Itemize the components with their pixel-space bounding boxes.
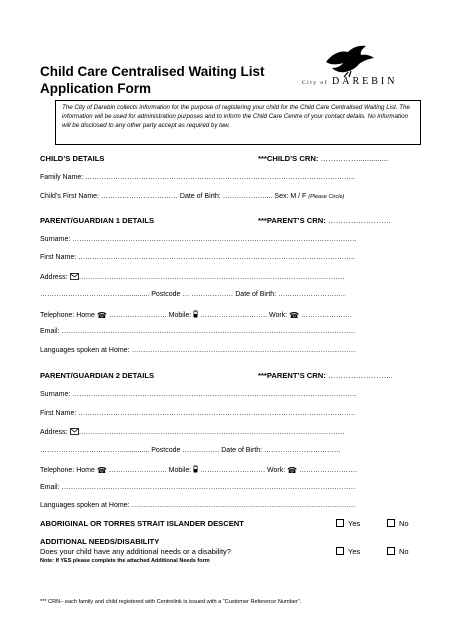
parent2-mobile-dots: ………………………. Work:	[200, 467, 286, 474]
needs-no-option[interactable]	[387, 547, 409, 556]
parent1-mobile-dots: ……………………….. Work:	[200, 312, 288, 319]
parent1-address-field[interactable]	[40, 273, 345, 282]
parent2-heading: PARENT/GUARDIAN 2 DETAILS	[40, 371, 155, 380]
parent2-crn-dots: ……………………..	[327, 371, 393, 380]
sex-note: (Please Circle)	[308, 194, 345, 200]
needs-yes-checkbox[interactable]	[336, 547, 344, 555]
parent1-heading: PARENT/GUARDIAN 1 DETAILS	[40, 216, 155, 225]
child-details-heading: CHILD’S DETAILS	[40, 154, 105, 163]
parent2-email-field[interactable]: Email: ………………………………………………………………………………………………………………	[40, 484, 356, 491]
parent2-languages-field[interactable]: Languages spoken at Home: ……………………………………………………………………………………	[40, 502, 356, 509]
darebin-logo	[300, 44, 430, 96]
parent2-crn-field[interactable]	[258, 371, 393, 380]
child-crn-label: ***CHILD’S CRN:	[258, 154, 319, 163]
parent2-surname-field[interactable]: Surname: …………………………………………………………………………………………………………..	[40, 391, 357, 398]
parent2-telephone-field[interactable]	[40, 465, 357, 475]
logo-name-text: DAREBIN	[332, 76, 398, 87]
parent1-tel-label: Telephone: Home	[40, 312, 95, 319]
atsi-no-label: No	[399, 519, 409, 528]
parent1-crn-dots: …………………….	[327, 216, 391, 225]
telephone-icon: ☎	[96, 311, 107, 320]
parent1-postcode-dob-field[interactable]: ………………………………............. Postcode … ……………… Date of Birth: ………………………..	[40, 291, 345, 298]
logo-city-text: City of	[302, 80, 328, 86]
parent1-address-label: Address:	[40, 274, 68, 281]
needs-yes-option[interactable]	[336, 547, 360, 556]
parent2-tel-dots: ……………………. Mobile:	[108, 467, 192, 474]
parent2-tel-label: Telephone: Home	[40, 467, 95, 474]
parent1-work-dots: ………………….	[300, 312, 352, 319]
parent2-address-dots: ……………………………………………………………………………………………………	[78, 429, 345, 436]
needs-no-checkbox[interactable]	[387, 547, 395, 555]
form-title-line1: Child Care Centralised Waiting List	[40, 64, 265, 79]
work-telephone-icon: ☎	[289, 311, 300, 320]
crn-footnote: *** CRN– each family and child registered with Centrelink is issued with a “Customer Reference Number”.	[40, 599, 302, 605]
needs-note: Note: If YES please complete the attached Additional Needs form	[40, 558, 210, 564]
atsi-no-option[interactable]	[387, 519, 409, 528]
parent1-address-dots: ……………………………………………………………………………………………………	[78, 274, 345, 281]
atsi-yes-label: Yes	[348, 519, 361, 528]
parent1-telephone-field[interactable]	[40, 310, 352, 320]
form-title-line2: Application Form	[40, 81, 151, 96]
needs-yes-label: Yes	[348, 547, 361, 556]
mobile-phone-icon	[193, 465, 198, 475]
atsi-heading: ABORIGINAL OR TORRES STRAIT ISLANDER DESCENT	[40, 519, 244, 528]
needs-question: Does your child have any additional needs or a disability?	[40, 547, 231, 556]
atsi-yes-checkbox[interactable]	[336, 519, 344, 527]
atsi-no-checkbox[interactable]	[387, 519, 395, 527]
parent2-address-field[interactable]	[40, 428, 345, 437]
parent1-email-field[interactable]: Email: ………………………………………………………………………………………………………………	[40, 328, 356, 335]
child-crn-field[interactable]	[258, 154, 388, 163]
mobile-phone-icon	[193, 310, 198, 320]
parent1-crn-label: ***PARENT’S CRN:	[258, 216, 326, 225]
child-crn-dots: ……………..............	[320, 154, 388, 163]
parent1-crn-field[interactable]	[258, 216, 391, 225]
work-telephone-icon: ☎	[287, 466, 298, 475]
parent2-address-label: Address:	[40, 429, 68, 436]
parent1-tel-dots: ……………………. Mobile:	[108, 312, 192, 319]
child-first-name-field[interactable]	[40, 193, 344, 200]
parent2-crn-label: ***PARENT’S CRN:	[258, 371, 326, 380]
telephone-icon: ☎	[96, 466, 107, 475]
family-name-field[interactable]: Family Name: ……………………………………………………………………………………………………..	[40, 174, 356, 181]
parent1-surname-field[interactable]: Surname: …………………………………………………………………………………………………………..	[40, 236, 357, 243]
privacy-notice	[55, 100, 421, 145]
atsi-yes-option[interactable]	[336, 519, 360, 528]
parent1-languages-field[interactable]: Languages spoken at Home: ……………………………………………………………………………………	[40, 347, 356, 354]
needs-heading: ADDITIONAL NEEDS/DISABILITY	[40, 537, 160, 546]
parent2-postcode-dob-field[interactable]: ………………………………............. Postcode ……………. Date of Birth: ……………………………	[40, 447, 342, 454]
parent2-first-name-field[interactable]: First Name: ………………………………………………………………………………………………………..	[40, 410, 356, 417]
bird-logo-icon	[318, 44, 378, 78]
privacy-notice-text: The City of Darebin collects information for the purpose of registering your child for the Child Care Centralised Waiting List. The information will be used for administration purposes and to inform the Child Care Centre of your contact details. No information will be disclosed to any other party accept as required by law.	[62, 104, 410, 129]
child-first-name-text: Child’s First Name: …………………………… Date of Birth: ……………….... Sex: M / F	[40, 193, 307, 200]
envelope-icon	[70, 273, 79, 282]
parent1-first-name-field[interactable]: First Name: ………………………………………………………………………………………………………..	[40, 254, 356, 261]
parent2-work-dots: …………………….	[299, 467, 357, 474]
needs-no-label: No	[399, 547, 409, 556]
envelope-icon	[70, 428, 79, 437]
